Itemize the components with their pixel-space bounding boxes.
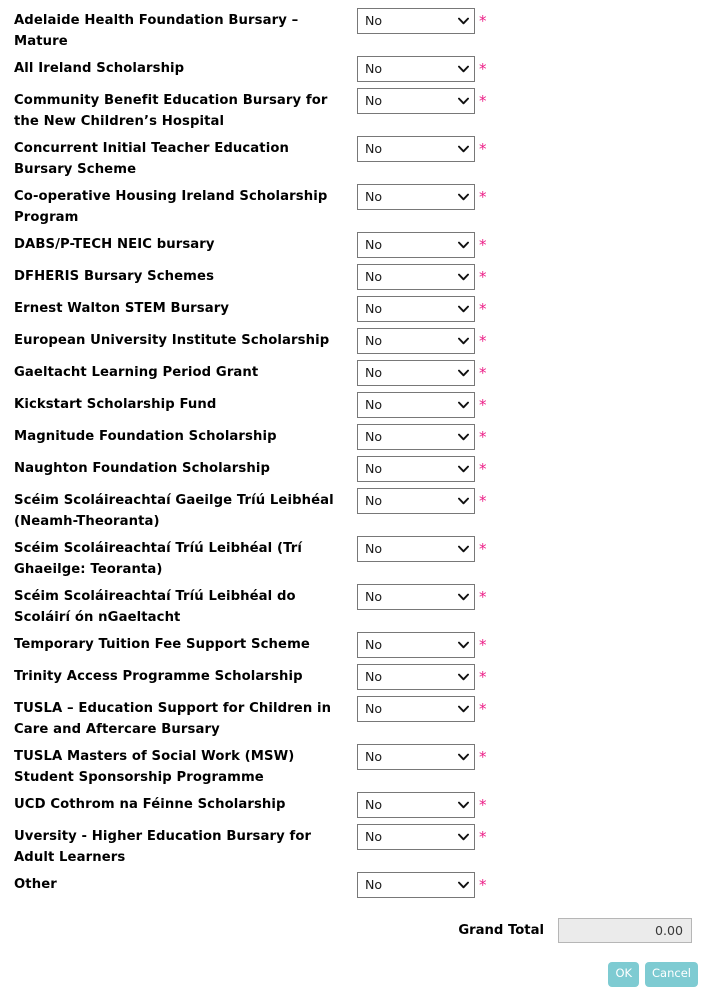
- scheme-row: [0, 532, 716, 580]
- chevron-down-icon: [456, 633, 470, 657]
- scheme-row: [0, 484, 716, 532]
- chevron-down-icon: [456, 393, 470, 417]
- scheme-control-cell: [345, 260, 487, 290]
- required-asterisk-icon: *: [479, 491, 487, 510]
- grand-total-value: 0.00: [654, 923, 683, 938]
- scheme-row: [0, 228, 716, 260]
- dialog-button-bar: [0, 962, 716, 987]
- scheme-control-cell: [345, 292, 487, 322]
- scheme-label: Other: [14, 877, 57, 892]
- required-asterisk-icon: *: [479, 635, 487, 654]
- scheme-select[interactable]: [357, 88, 475, 114]
- scheme-label: Magnitude Foundation Scholarship: [14, 429, 277, 444]
- chevron-down-icon: [456, 697, 470, 721]
- chevron-down-icon: [456, 665, 470, 689]
- scheme-select-value: No: [365, 301, 383, 316]
- scheme-select-value: No: [365, 141, 383, 156]
- required-asterisk-icon: *: [479, 667, 487, 686]
- chevron-down-icon: [456, 745, 470, 769]
- required-asterisk-icon: *: [479, 795, 487, 814]
- chevron-down-icon: [456, 361, 470, 385]
- required-asterisk-icon: *: [479, 539, 487, 558]
- scheme-row: [0, 788, 716, 820]
- required-asterisk-icon: *: [479, 427, 487, 446]
- scheme-label: Ernest Walton STEM Bursary: [14, 301, 230, 316]
- scheme-row: [0, 660, 716, 692]
- required-asterisk-icon: *: [479, 395, 487, 414]
- scheme-select[interactable]: [357, 792, 475, 818]
- scheme-select[interactable]: [357, 664, 475, 690]
- scheme-select-value: No: [365, 189, 383, 204]
- required-asterisk-icon: *: [479, 363, 487, 382]
- scheme-row: [0, 452, 716, 484]
- chevron-down-icon: [456, 137, 470, 161]
- chevron-down-icon: [456, 329, 470, 353]
- scheme-label: DFHERIS Bursary Schemes: [14, 269, 215, 284]
- scheme-row: [0, 132, 716, 180]
- scheme-select-value: No: [365, 365, 383, 380]
- scheme-label: TUSLA Masters of Social Work (MSW) Student Sponsorship Programme: [14, 749, 295, 785]
- scheme-select-value: No: [365, 797, 383, 812]
- chevron-down-icon: [456, 233, 470, 257]
- scheme-control-cell: [345, 84, 487, 114]
- scheme-row: [0, 180, 716, 228]
- scheme-control-cell: [345, 580, 487, 610]
- scheme-control-cell: [345, 740, 487, 770]
- scheme-select[interactable]: [357, 184, 475, 210]
- scheme-select[interactable]: [357, 296, 475, 322]
- required-asterisk-icon: *: [479, 187, 487, 206]
- scheme-row: [0, 820, 716, 868]
- scheme-control-cell: [345, 180, 487, 210]
- chevron-down-icon: [456, 9, 470, 33]
- scheme-select[interactable]: [357, 392, 475, 418]
- scheme-select[interactable]: [357, 488, 475, 514]
- scheme-select[interactable]: [357, 56, 475, 82]
- chevron-down-icon: [456, 297, 470, 321]
- scheme-row: [0, 260, 716, 292]
- scheme-label: DABS/P-TECH NEIC bursary: [14, 237, 215, 252]
- scheme-select[interactable]: [357, 136, 475, 162]
- scheme-row: [0, 388, 716, 420]
- scheme-control-cell: [345, 868, 487, 898]
- scheme-row: [0, 868, 716, 900]
- required-asterisk-icon: *: [479, 267, 487, 286]
- chevron-down-icon: [456, 57, 470, 81]
- scheme-control-cell: [345, 420, 487, 450]
- scheme-select-value: No: [365, 493, 383, 508]
- scheme-control-cell: [345, 628, 487, 658]
- scheme-select-value: No: [365, 541, 383, 556]
- scheme-select-value: No: [365, 701, 383, 716]
- scheme-label: Naughton Foundation Scholarship: [14, 461, 270, 476]
- scheme-select-value: No: [365, 669, 383, 684]
- scheme-row: [0, 628, 716, 660]
- scheme-select[interactable]: [357, 264, 475, 290]
- required-asterisk-icon: *: [479, 747, 487, 766]
- scheme-select[interactable]: [357, 696, 475, 722]
- scheme-label: TUSLA – Education Support for Children in Care and Aftercare Bursary: [14, 701, 332, 737]
- scheme-select[interactable]: [357, 360, 475, 386]
- scheme-control-cell: [345, 324, 487, 354]
- scheme-select-value: No: [365, 589, 383, 604]
- scheme-select-value: No: [365, 237, 383, 252]
- chevron-down-icon: [456, 537, 470, 561]
- scheme-label: All Ireland Scholarship: [14, 61, 185, 76]
- chevron-down-icon: [456, 89, 470, 113]
- scheme-label: Scéim Scoláireachtaí Tríú Leibhéal do Scoláirí ón nGaeltacht: [14, 589, 296, 625]
- required-asterisk-icon: *: [479, 875, 487, 894]
- scheme-select-value: No: [365, 13, 383, 28]
- scheme-select-value: No: [365, 461, 383, 476]
- chevron-down-icon: [456, 265, 470, 289]
- required-asterisk-icon: *: [479, 59, 487, 78]
- chevron-down-icon: [456, 457, 470, 481]
- scheme-control-cell: [345, 452, 487, 482]
- scheme-select[interactable]: [357, 872, 475, 898]
- scheme-select-value: No: [365, 637, 383, 652]
- chevron-down-icon: [456, 825, 470, 849]
- grand-total-input: [558, 918, 692, 943]
- bursary-rows-list: [0, 4, 716, 900]
- required-asterisk-icon: *: [479, 235, 487, 254]
- scheme-select-value: No: [365, 333, 383, 348]
- scheme-select[interactable]: [357, 632, 475, 658]
- scheme-label: Kickstart Scholarship Fund: [14, 397, 217, 412]
- required-asterisk-icon: *: [479, 699, 487, 718]
- scheme-row: [0, 580, 716, 628]
- scheme-control-cell: [345, 692, 487, 722]
- chevron-down-icon: [456, 585, 470, 609]
- scheme-control-cell: [345, 484, 487, 514]
- grand-total-row: [0, 918, 716, 943]
- required-asterisk-icon: *: [479, 331, 487, 350]
- scheme-select[interactable]: [357, 824, 475, 850]
- scheme-row: [0, 356, 716, 388]
- scheme-row: [0, 292, 716, 324]
- scheme-label: Uversity - Higher Education Bursary for Adult Learners: [14, 829, 312, 865]
- scheme-select-value: No: [365, 829, 383, 844]
- required-asterisk-icon: *: [479, 459, 487, 478]
- scheme-select-value: No: [365, 429, 383, 444]
- scheme-row: [0, 4, 716, 52]
- scheme-label: Scéim Scoláireachtaí Gaeilge Tríú Leibhéal (Neamh-Theoranta): [14, 493, 334, 529]
- scheme-control-cell: [345, 52, 487, 82]
- scheme-select-value: No: [365, 269, 383, 284]
- scheme-control-cell: [345, 228, 487, 258]
- grand-total-label: Grand Total: [458, 923, 544, 938]
- scheme-select-value: No: [365, 93, 383, 108]
- scheme-select-value: No: [365, 877, 383, 892]
- scheme-select[interactable]: [357, 8, 475, 34]
- scheme-control-cell: [345, 788, 487, 818]
- scheme-row: [0, 84, 716, 132]
- scheme-select[interactable]: [357, 328, 475, 354]
- scheme-select[interactable]: [357, 232, 475, 258]
- scheme-control-cell: [345, 132, 487, 162]
- scheme-label: Scéim Scoláireachtaí Tríú Leibhéal (Trí Ghaeilge: Teoranta): [14, 541, 302, 577]
- scheme-select[interactable]: [357, 584, 475, 610]
- scheme-label: Temporary Tuition Fee Support Scheme: [14, 637, 310, 652]
- chevron-down-icon: [456, 425, 470, 449]
- scheme-row: [0, 420, 716, 452]
- scheme-select-value: No: [365, 61, 383, 76]
- scheme-control-cell: [345, 532, 487, 562]
- scheme-row: [0, 52, 716, 84]
- ok-button[interactable]: OK: [608, 962, 639, 987]
- scheme-select[interactable]: [357, 536, 475, 562]
- scheme-control-cell: [345, 820, 487, 850]
- scheme-label: Concurrent Initial Teacher Education Bursary Scheme: [14, 141, 289, 177]
- scheme-row: [0, 324, 716, 356]
- scheme-control-cell: [345, 388, 487, 418]
- required-asterisk-icon: *: [479, 139, 487, 158]
- required-asterisk-icon: *: [479, 299, 487, 318]
- scheme-label: Trinity Access Programme Scholarship: [14, 669, 303, 684]
- chevron-down-icon: [456, 873, 470, 897]
- scheme-select-value: No: [365, 397, 383, 412]
- required-asterisk-icon: *: [479, 827, 487, 846]
- required-asterisk-icon: *: [479, 91, 487, 110]
- scheme-label: European University Institute Scholarship: [14, 333, 330, 348]
- chevron-down-icon: [456, 489, 470, 513]
- cancel-button[interactable]: Cancel: [645, 962, 698, 987]
- scheme-label: Gaeltacht Learning Period Grant: [14, 365, 259, 380]
- scheme-label: UCD Cothrom na Féinne Scholarship: [14, 797, 286, 812]
- scheme-select[interactable]: [357, 424, 475, 450]
- required-asterisk-icon: *: [479, 587, 487, 606]
- scheme-select[interactable]: [357, 456, 475, 482]
- scheme-label: Community Benefit Education Bursary for the New Children’s Hospital: [14, 93, 328, 129]
- required-asterisk-icon: *: [479, 11, 487, 30]
- chevron-down-icon: [456, 793, 470, 817]
- scheme-row: [0, 692, 716, 740]
- scheme-control-cell: [345, 356, 487, 386]
- scheme-select[interactable]: [357, 744, 475, 770]
- scheme-control-cell: [345, 660, 487, 690]
- scheme-select-value: No: [365, 749, 383, 764]
- scheme-label: Adelaide Health Foundation Bursary – Mature: [14, 13, 299, 49]
- scheme-row: [0, 740, 716, 788]
- scheme-label: Co-operative Housing Ireland Scholarship Program: [14, 189, 328, 225]
- scheme-control-cell: [345, 4, 487, 34]
- chevron-down-icon: [456, 185, 470, 209]
